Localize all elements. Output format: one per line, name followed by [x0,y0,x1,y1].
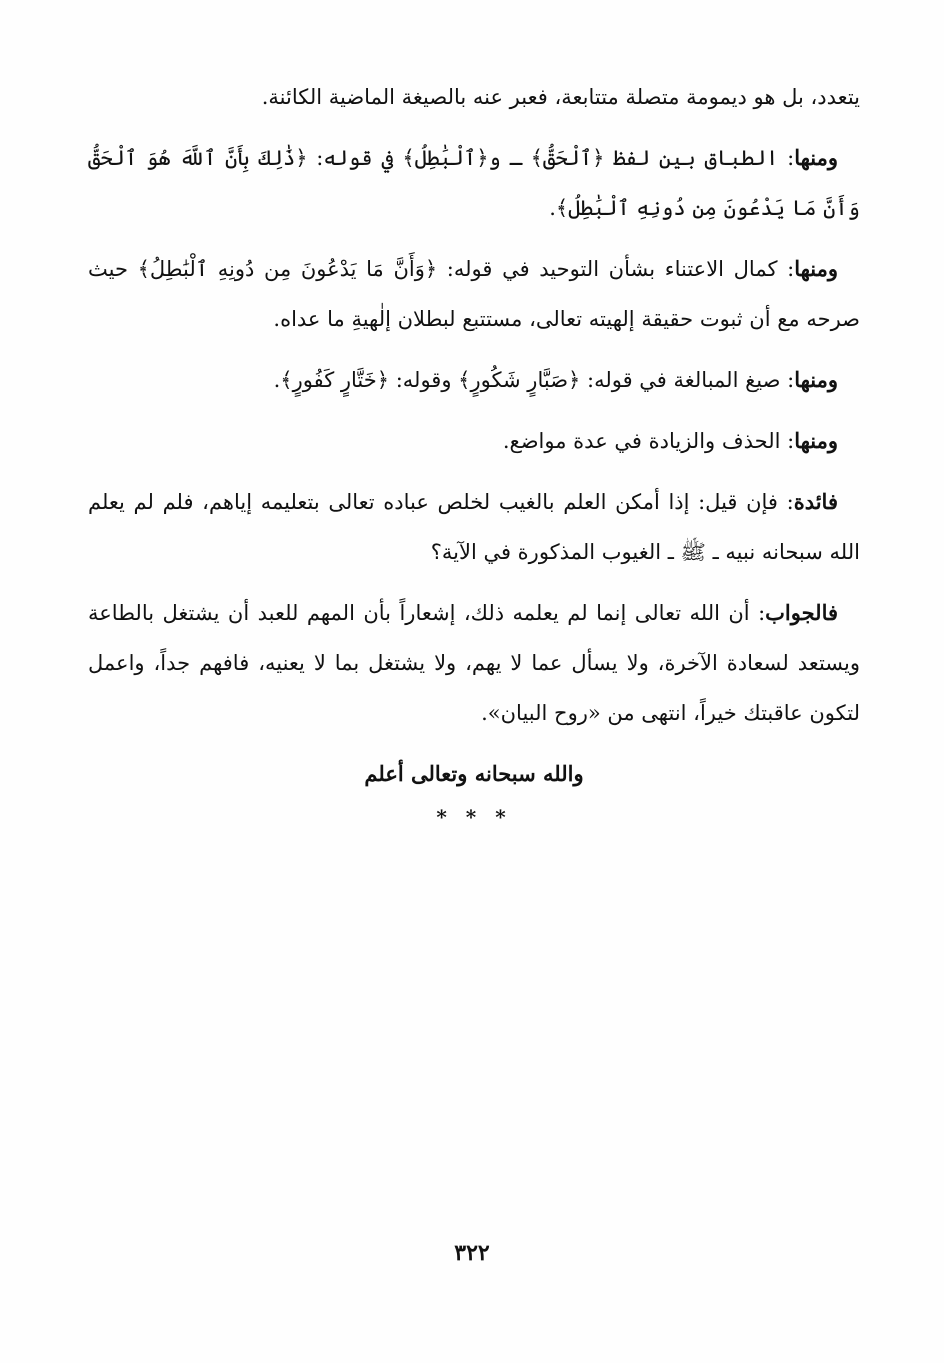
paragraph-lead: فالجواب [765,600,838,625]
paragraph-text: : فإن قيل: إذا أمكن العلم بالغيب لخلص عباده تعالى بتعليمه إياهم، فلم لم يعلم الله سبحانه نبيه ـ ﷺ ـ الغيوب المذكورة في الآية؟ [88,490,860,564]
paragraph-text: : أن الله تعالى إنما لم يعلمه ذلك، إشعاراً بأن المهم للعبد أن يشتغل بالطاعة ويستعد لسعادة الآخرة، ولا يسأل عما لا يهم، ولا يشتغل بما لا يعنيه، فافهم جداً، واعمل لتكون عاقبتك خيراً، انتهى من «روح البيان». [88,601,860,725]
closing-phrase: والله سبحانه وتعالى أعلم [364,761,584,786]
paragraph-lead: ومنها [794,428,838,453]
paragraph-text: يتعدد، بل هو ديمومة متصلة متتابعة، فعبر عنه بالصيغة الماضية الكائنة. [261,85,860,109]
paragraph-lead: ومنها [794,145,838,170]
paragraph-jawab [88,588,860,738]
paragraph-lead: ومنها [794,256,838,281]
page-body [88,72,860,839]
paragraph-hadhf [88,416,860,466]
paragraph-tawhid [88,244,860,344]
paragraph-text: : الحذف والزيادة في عدة مواضع. [502,429,795,453]
paragraph-text: : كمال الاعتناء بشأن التوحيد في قوله: ﴿وَأَنَّ مَا يَدْعُونَ مِن دُونِهِ ٱلْبَٰطِلُ﴾ حيث صرحه مع أن ثبوت حقيقة إلهيته تعالى، مستتبع لبطلان إلٰهيةِ ما عداه. [88,257,860,331]
paragraph-text: : الطباق بين لفظ ﴿ٱلْحَقُّ﴾ ـ و﴿ٱلْبَٰطِلُ﴾ في قوله: ﴿ذَٰلِكَ بِأَنَّ ٱللَّهَ هُوَ ٱلْحَقُّ وَأَنَّ مَا يَدْعُونَ مِن دُونِهِ ٱلْبَٰطِلُ﴾. [88,146,860,220]
paragraph-faida [88,477,860,577]
paragraph-text: : صيغ المبالغة في قوله: ﴿صَبَّارٍ شَكُورٍ﴾ وقوله: ﴿خَتَّارٍ كَفُورٍ﴾. [273,368,795,392]
section-separator: * * * [436,805,512,829]
paragraph-mubalagha [88,355,860,405]
paragraph-tibaq [88,133,860,233]
paragraph-lead: فائدة [793,489,838,514]
page-number: ٣٢٢ [454,1240,490,1266]
paragraph-continuation [88,72,860,122]
paragraph-lead: ومنها [794,367,838,392]
